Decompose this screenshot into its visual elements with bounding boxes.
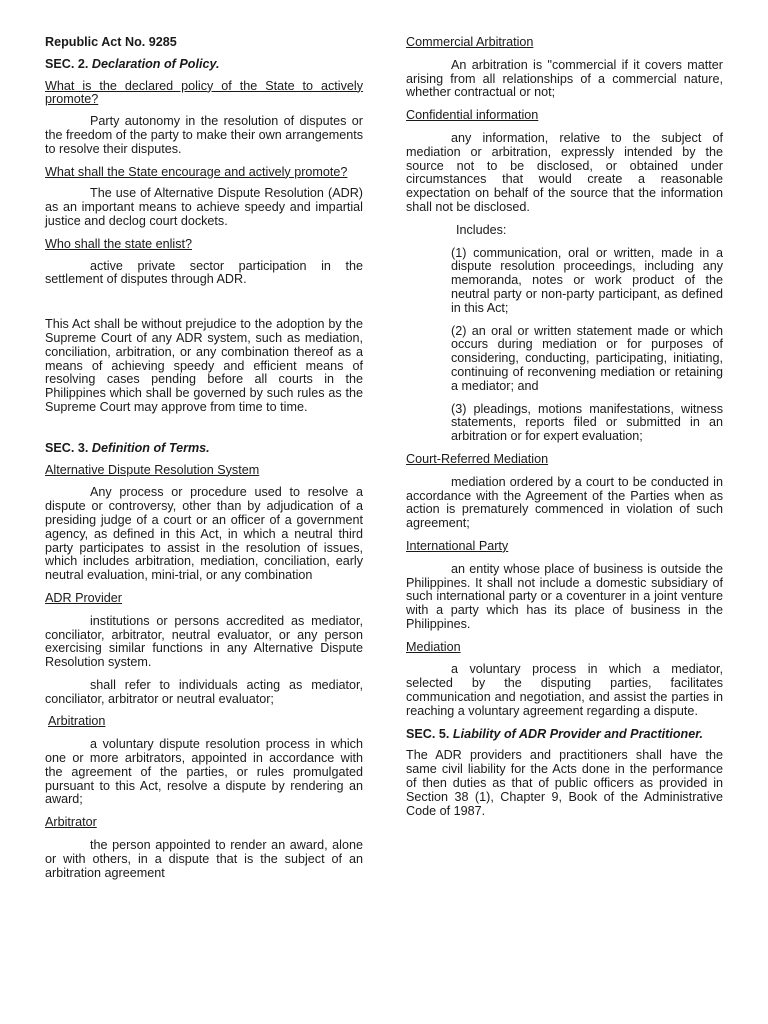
- term-adr-system: Alternative Dispute Resolution System: [45, 462, 260, 477]
- definition-arbitrator: the person appointed to render an award, alone or with others, in a dispute that is the subject of an arbitration agreement: [45, 838, 363, 880]
- question-state-enlist: Who shall the state enlist?: [45, 236, 193, 251]
- section-3-heading: [45, 442, 363, 456]
- section-5-heading: [406, 728, 723, 742]
- term-arbitration: [45, 715, 363, 729]
- document-title: Republic Act No. 9285: [45, 35, 177, 49]
- definition-adr-practitioner: shall refer to individuals acting as mediator, conciliator, arbitrator or neutral evaluator;: [45, 677, 363, 706]
- term-confidential-information: Confidential information: [406, 108, 539, 123]
- section-2-title: Declaration of Policy.: [91, 56, 220, 71]
- term-mediation: Mediation: [406, 639, 461, 654]
- spacer: [45, 424, 363, 442]
- confidential-item-2: (2) an oral or written statement made or which occurs during mediation or for purposes of considering, conducting, participating, initiating, continuing of reconvening mediation or retaining a mediator; and: [451, 323, 723, 393]
- term-commercial-arbitration: Commercial Arbitration: [406, 35, 534, 49]
- left-column: [45, 36, 363, 889]
- question-encourage-promote: What shall the State encourage and actively promote?: [45, 164, 348, 179]
- definition-court-referred-mediation: mediation ordered by a court to be conducted in accordance with the Agreement of the Parties when as action is prematurely commenced in violation of such agreement;: [406, 474, 723, 531]
- confidential-item-1: (1) communication, oral or written, made in a dispute resolution proceedings, including any memoranda, notes or work product of the neutral party or non-party participant, as defined in this Act;: [451, 245, 723, 315]
- answer-declared-policy: Party autonomy in the resolution of disputes or the freedom of the party to make their own arrangements to resolve their disputes.: [45, 114, 363, 156]
- term-international-party: International Party: [406, 538, 509, 553]
- section-2-heading: [45, 58, 363, 72]
- section-5-number: SEC. 5.: [406, 726, 450, 741]
- definition-adr-system: Any process or procedure used to resolve a dispute or controversy, other than by adjudication of a presiding judge of a court or an officer of a government agency, as defined in this Act, in which a neutral third party participates to assist in the resolution of issues, which includes arbitration, mediation, conciliation, early neutral evaluation, mini-trial, or any combination: [45, 485, 363, 583]
- definition-arbitration: a voluntary dispute resolution process in which one or more arbitrators, appointed in accordance with the agreement of the parties, or rules promulgated pursuant to this Act, resolve a dispute by rendering an award;: [45, 737, 363, 807]
- term-court-referred-mediation: Court-Referred Mediation: [406, 451, 549, 466]
- right-column: [406, 36, 723, 827]
- section-2-number: SEC. 2.: [45, 56, 89, 71]
- section-5-title: Liability of ADR Provider and Practitioner.: [452, 726, 703, 741]
- question-declared-policy: What is the declared policy of the State to actively promote?: [45, 78, 363, 107]
- confidential-item-3: (3) pleadings, motions manifestations, witness statements, reports filed or submitted in an arbitration or for expert evaluation;: [451, 401, 723, 444]
- term-arbitration-label: Arbitration: [48, 714, 106, 729]
- definition-mediation: a voluntary process in which a mediator, selected by the disputing parties, facilitates communication and negotiation, and assist the parties in reaching a voluntary agreement regarding a dispute.: [406, 662, 723, 718]
- definition-international-party: an entity whose place of business is outside the Philippines. It shall not include a domestic subsidiary of such international party or a coventurer in a joint venture with a party which has its place of business in the Philippines.: [406, 561, 723, 631]
- definition-commercial-arbitration: An arbitration is "commercial if it covers matter arising from all relationships of a commercial nature, whether contractual or not;: [406, 57, 723, 100]
- spacer: [45, 296, 363, 318]
- answer-state-enlist: active private sector participation in the settlement of disputes through ADR.: [45, 258, 363, 287]
- definition-section-5: The ADR providers and practitioners shall have the same civil liability for the Acts done in the performance of then duties as that of public officers as provided in Section 38 (1), Chapter 9, Book of the Administrative Code of 1987.: [406, 748, 723, 818]
- section-3-number: SEC. 3.: [45, 440, 89, 455]
- includes-label: Includes:: [456, 222, 507, 237]
- definition-confidential-information: any information, relative to the subject of mediation or arbitration, expressly intended by the source not to be disclosed, or obtained under circumstances that would create a reasonable expectation on behalf of the source that the information shall not be disclosed.: [406, 130, 723, 214]
- act-without-prejudice-paragraph: This Act shall be without prejudice to the adoption by the Supreme Court of any ADR system, such as mediation, conciliation, arbitration, or any combination thereof as a means of achieving speedy and efficient means of resolving cases pending before all courts in the Philippines which shall be governed by such rules as the Supreme Court may approve from time to time.: [45, 317, 363, 414]
- definition-adr-provider: institutions or persons accredited as mediator, conciliator, arbitrator, neutral evaluator, or any person exercising similar functions in any Alternative Dispute Resolution system.: [45, 613, 363, 670]
- term-arbitrator: Arbitrator: [45, 815, 97, 830]
- term-adr-provider: ADR Provider: [45, 590, 122, 605]
- section-3-title: Definition of Terms.: [91, 440, 210, 455]
- answer-encourage-promote: The use of Alternative Dispute Resolution (ADR) as an important means to achieve speedy and impartial justice and declog court dockets.: [45, 186, 363, 228]
